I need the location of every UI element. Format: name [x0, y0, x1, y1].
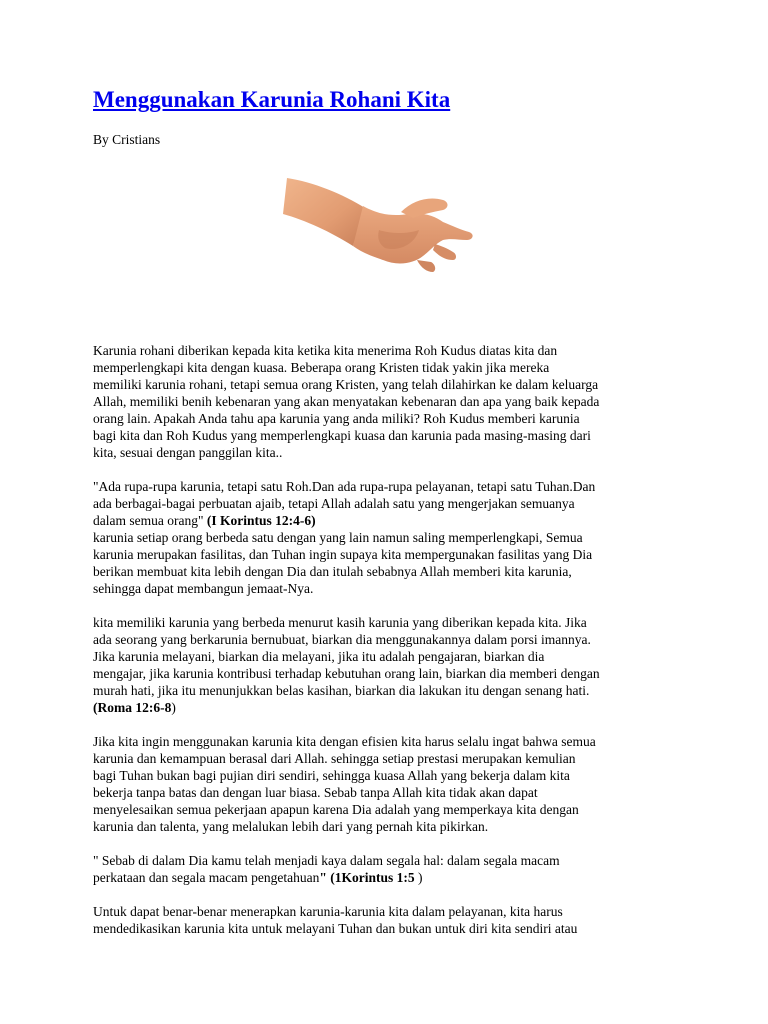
document-page [93, 85, 683, 937]
text-line: bagi Tuhan bukan bagi pujian diri sendiri, sehingga kuasa Allah yang bekerja dalam kita [93, 768, 570, 783]
paragraph [93, 478, 683, 597]
text-line: "Ada rupa-rupa karunia, tetapi satu Roh.Dan ada rupa-rupa pelayanan, tetapi satu Tuhan.Dan [93, 479, 596, 494]
reference-tail: ) [171, 700, 176, 715]
text-line: memiliki karunia rohani, tetapi semua orang Kristen, yang telah dilahirkan ke dalam keluarga [93, 377, 599, 392]
text-line: Jika kita ingin menggunakan karunia kita dengan efisien kita harus selalu ingat bahwa semua [93, 734, 596, 749]
article-body [93, 342, 683, 937]
text-line: Untuk dapat benar-benar menerapkan karunia-karunia kita dalam pelayanan, kita harus [93, 904, 563, 919]
text-line: memperlengkapi kita dengan kuasa. Beberapa orang Kristen tidak yakin jika mereka [93, 360, 550, 375]
text-line: " Sebab di dalam Dia kamu telah menjadi kaya dalam segala hal: dalam segala macam [93, 853, 560, 868]
bible-reference: " (1Korintus 1:5 [319, 870, 415, 885]
text-line: mendedikasikan karunia kita untuk melayani Tuhan dan bukan untuk diri kita sendiri atau [93, 921, 578, 936]
paragraph-spacer [93, 835, 683, 852]
open-hand-icon [283, 160, 483, 342]
paragraph-spacer [93, 597, 683, 614]
article-image [283, 160, 483, 342]
reference-line [93, 699, 683, 716]
text-line: Karunia rohani diberikan kepada kita ketika kita menerima Roh Kudus diatas kita dan [93, 343, 558, 358]
text-line: menyelesaikan semua pekerjaan apapun karena Dia adalah yang memperkaya kita dengan [93, 802, 579, 817]
text-line: mengajar, jika karunia kontribusi terhadap kebutuhan orang lain, biarkan dia memberi dengan [93, 666, 600, 681]
text-line: kita memiliki karunia yang berbeda menurut kasih karunia yang diberikan kepada kita. Jika [93, 615, 587, 630]
quote-line [93, 512, 683, 529]
text-line: Jika karunia melayani, biarkan dia melayani, jika itu adalah pengajaran, biarkan dia [93, 649, 545, 664]
text-line: karunia setiap orang berbeda satu dengan yang lain namun saling memperlengkapi, Semua [93, 530, 583, 545]
text-line: Allah, memiliki benih kebenaran yang akan menyatakan kebenaran dan apa yang baik kepada [93, 394, 600, 409]
text-line: kita, sesuai dengan panggilan kita.. [93, 445, 283, 460]
article-byline: By Cristians [93, 132, 161, 147]
quote-text: dalam semua orang" [93, 513, 207, 528]
text-line: berikan membuat kita lebih dengan Dia dan itulah sebabnya Allah memberi kita karunia, [93, 564, 572, 579]
text-line: ada berbagai-bagai perbuatan ajaib, tetapi Allah adalah satu yang mengerjakan semuanya [93, 496, 575, 511]
article-title[interactable]: Menggunakan Karunia Rohani Kita [93, 87, 451, 112]
reference-tail: ) [414, 870, 423, 885]
paragraph [93, 733, 683, 835]
text-line: sehingga dapat membangun jemaat-Nya. [93, 581, 314, 596]
paragraph-spacer [93, 886, 683, 903]
paragraph [93, 614, 683, 716]
paragraph-spacer [93, 461, 683, 478]
quote-line [93, 869, 683, 886]
bible-reference: (I Korintus 12:4-6) [206, 513, 316, 528]
text-line: bagi kita dan Roh Kudus yang memperlengkapi kuasa dan karunia pada masing-masing dari [93, 428, 591, 443]
paragraph-spacer [93, 716, 683, 733]
text-line: karunia dan kemampuan berasal dari Allah. sehingga setiap prestasi merupakan kemulian [93, 751, 576, 766]
text-line: karunia dan talenta, yang melalukan lebih dari yang pernah kita pikirkan. [93, 819, 489, 834]
text-line: karunia merupakan fasilitas, dan Tuhan ingin supaya kita mempergunakan fasilitas yang Dia [93, 547, 593, 562]
bible-reference: (Roma 12:6-8 [93, 700, 172, 715]
text-line: ada seorang yang berkarunia bernubuat, biarkan dia menggunakannya dalam porsi imannya. [93, 632, 591, 647]
text-line: murah hati, jika itu menunjukkan belas kasihan, biarkan dia lakukan itu dengan senang hati. [93, 683, 590, 698]
text-line: orang lain. Apakah Anda tahu apa karunia yang anda miliki? Roh Kudus memberi karunia [93, 411, 580, 426]
text-line: bekerja tanpa batas dan dengan luar biasa. Sebab tanpa Allah kita tidak akan dapat [93, 785, 538, 800]
paragraph [93, 342, 683, 461]
quote-text: perkataan dan segala macam pengetahuan [93, 870, 320, 885]
paragraph [93, 852, 683, 886]
paragraph [93, 903, 683, 937]
